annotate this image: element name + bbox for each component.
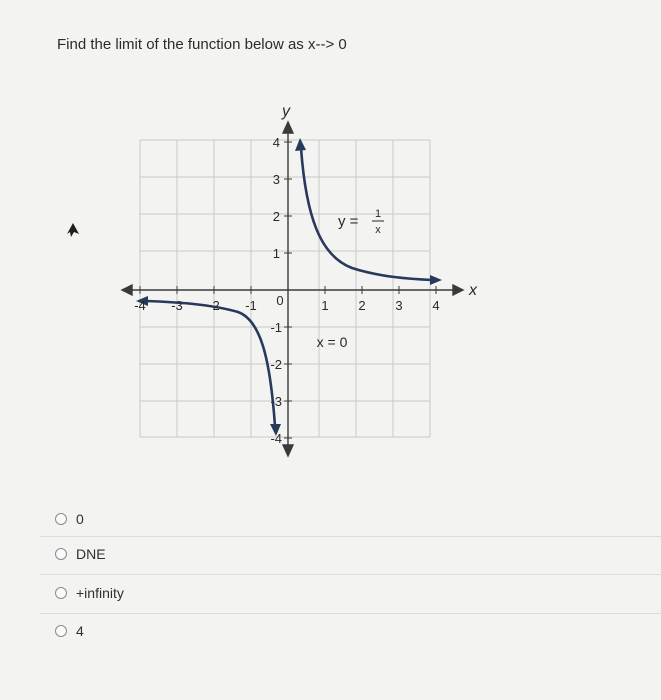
radio-button[interactable]	[55, 625, 67, 637]
function-graph	[120, 96, 480, 466]
option-0[interactable]	[55, 508, 84, 530]
x-tick-label: -4	[134, 298, 146, 313]
divider	[40, 574, 661, 575]
y-tick-label: 4	[272, 135, 280, 150]
y-tick-label: 1	[272, 246, 280, 261]
grid	[140, 140, 430, 437]
x-tick-label: 1	[321, 298, 329, 313]
x-tick-label: -3	[171, 298, 183, 313]
mouse-cursor-icon	[66, 222, 80, 238]
equation-numerator: 1	[374, 208, 382, 220]
y-tick-label: -1	[270, 320, 282, 335]
asymptote-label: x = 0	[316, 334, 348, 350]
y-tick-label: 2	[272, 209, 280, 224]
y-tick-label: -4	[270, 431, 282, 446]
y-tick-label: 3	[272, 172, 280, 187]
axes	[122, 122, 463, 456]
radio-button[interactable]	[55, 587, 67, 599]
option-4[interactable]	[55, 620, 84, 642]
option-infinity[interactable]	[55, 582, 124, 604]
axis-label-x: x	[469, 282, 477, 299]
axis-label-y: y	[282, 103, 290, 120]
option-label: 4	[76, 623, 84, 639]
option-label: +infinity	[76, 585, 124, 601]
x-tick-label: -1	[245, 298, 257, 313]
equation-denominator: x	[375, 224, 381, 236]
y-tick-label: -2	[270, 357, 282, 372]
radio-button[interactable]	[55, 513, 67, 525]
x-tick-label: 4	[432, 298, 440, 313]
option-dne[interactable]	[55, 543, 106, 565]
y-tick-label: -3	[270, 394, 282, 409]
curve-arrow-right	[430, 275, 442, 285]
question-text: Find the limit of the function below as x--> 0	[57, 36, 347, 53]
equation-label: y =	[338, 213, 359, 230]
x-tick-label: 2	[358, 298, 366, 313]
divider	[40, 536, 661, 537]
divider	[40, 613, 661, 614]
x-tick-label: -2	[208, 298, 220, 313]
option-label: DNE	[76, 546, 106, 562]
option-label: 0	[76, 511, 84, 527]
curve-y-equals-1-over-x	[146, 148, 432, 426]
x-tick-label: 3	[395, 298, 403, 313]
x-tick-label: 0	[276, 293, 284, 308]
radio-button[interactable]	[55, 548, 67, 560]
